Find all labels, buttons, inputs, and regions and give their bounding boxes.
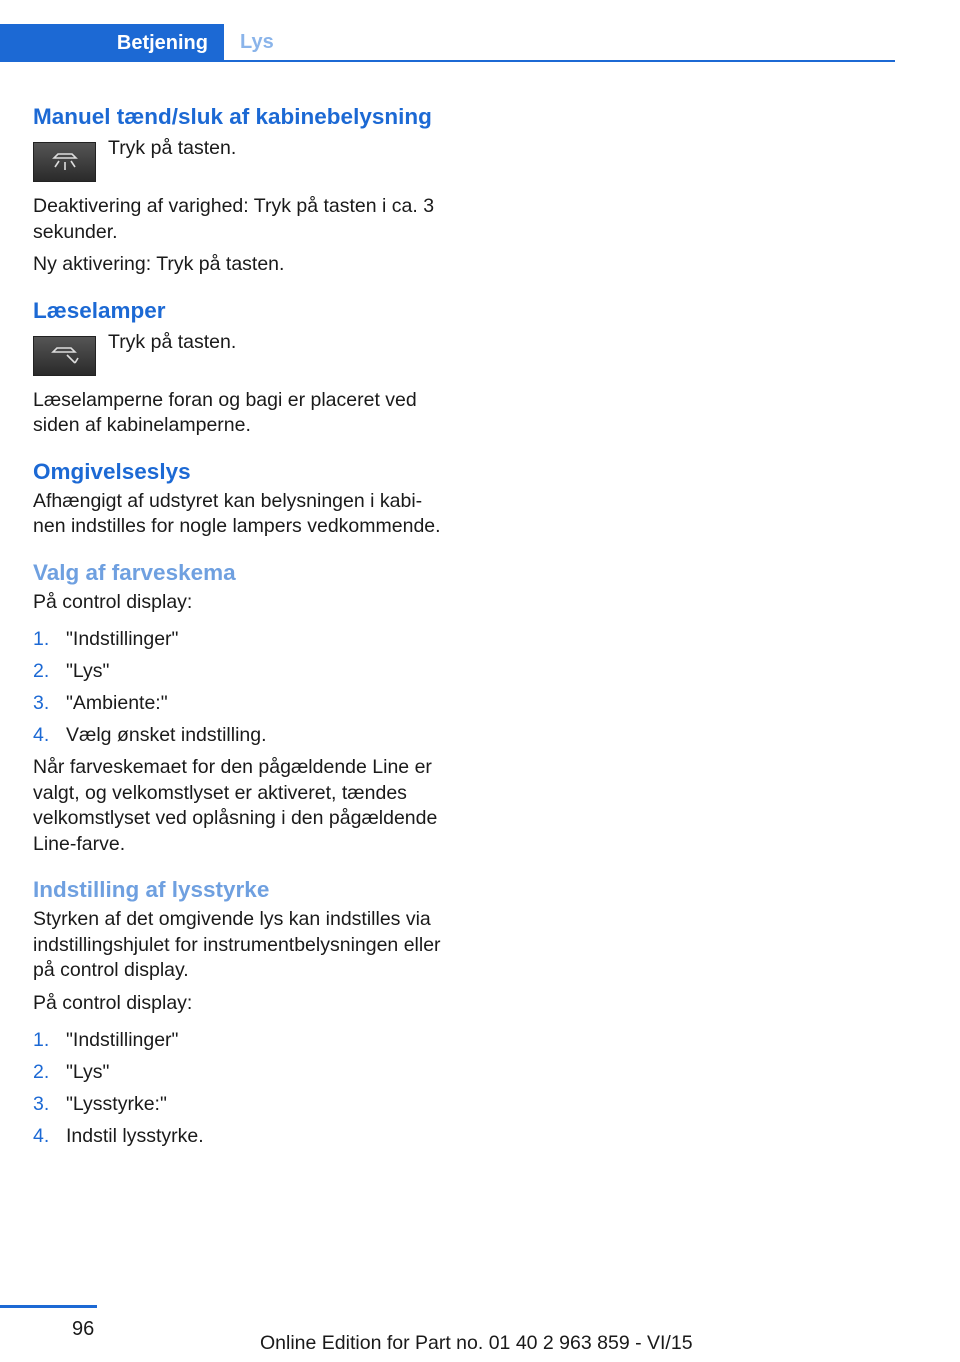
color-scheme-steps [33, 627, 448, 749]
section-title-ambient: Omgivelseslys [33, 458, 191, 484]
cabin-light-instruction: Tryk på tasten. [108, 137, 237, 159]
tab-betjening[interactable]: Betjening [0, 24, 224, 62]
section-title-color-scheme: Valg af farveskema [33, 559, 236, 585]
step-text: "Indstillinger" [66, 628, 179, 650]
list-item [33, 627, 448, 653]
list-item [33, 723, 448, 749]
tab-lys[interactable]: Lys [240, 30, 274, 53]
content-column [33, 100, 448, 1156]
step-number: 4. [33, 1125, 50, 1147]
header-tabs [0, 24, 895, 62]
step-text: "Lys" [66, 660, 110, 682]
deactivation-text: Deaktivering af varighed: Tryk på tasten i ca. 3 sekunder. [33, 195, 435, 243]
step-number: 2. [33, 1061, 50, 1083]
reactivation-text: Ny aktivering: Tryk på tasten. [33, 253, 285, 275]
step-number: 3. [33, 692, 50, 714]
brightness-intro: På control display: [33, 991, 193, 1014]
step-number: 3. [33, 1093, 50, 1115]
list-item [33, 1028, 448, 1054]
step-text: Vælg ønsket indstilling. [66, 724, 267, 746]
list-item [33, 691, 448, 717]
cabin-light-button-icon [33, 142, 96, 182]
color-scheme-note: Når farveskemaet for den pågældende Line er valgt, og velkomstlyset er aktiveret, tændes velkomstlyset ved oplåsning i den pågældende Line-farve. [33, 756, 438, 855]
header-rule [0, 60, 895, 62]
brightness-steps [33, 1028, 448, 1150]
step-text: "Lys" [66, 1061, 110, 1083]
brightness-description: Styrken af det omgivende lys kan indstilles via indstillingshjulet for instrumentbelysningen eller på control display. [33, 908, 441, 981]
step-text: "Ambiente:" [66, 692, 168, 714]
ambient-description: Afhængigt af udstyret kan belysningen i kabinen indstilles for nogle lampers vedkommende. [33, 489, 441, 537]
step-number: 1. [33, 628, 50, 650]
list-item [33, 1124, 448, 1150]
list-item [33, 1092, 448, 1118]
section-title-reading: Læselamper [33, 297, 166, 323]
step-text: "Lysstyrke:" [66, 1093, 167, 1115]
section-title-brightness: Indstilling af lysstyrke [33, 877, 270, 902]
step-text: "Indstillinger" [66, 1029, 179, 1051]
reading-light-button-icon [33, 336, 96, 376]
icon-row-cabin-light [33, 137, 448, 182]
list-item [33, 659, 448, 685]
page-number: 96 [72, 1318, 95, 1340]
color-scheme-intro: På control display: [33, 590, 193, 613]
edition-text: Online Edition for Part no. 01 40 2 963 859 - VI/15 [260, 1332, 693, 1354]
section-title-manual: Manuel tænd/sluk af kabinebelysning [33, 104, 432, 129]
icon-row-reading-light [33, 330, 448, 376]
step-number: 1. [33, 1029, 50, 1051]
step-number: 4. [33, 724, 50, 746]
step-number: 2. [33, 660, 50, 682]
reading-light-location-text: Læselamperne foran og bagi er placeret ved siden af kabinelamperne. [33, 388, 417, 436]
list-item [33, 1060, 448, 1086]
reading-light-instruction: Tryk på tasten. [108, 330, 237, 353]
footer-rule [0, 1305, 97, 1308]
step-text: Indstil lysstyrke. [66, 1125, 204, 1147]
